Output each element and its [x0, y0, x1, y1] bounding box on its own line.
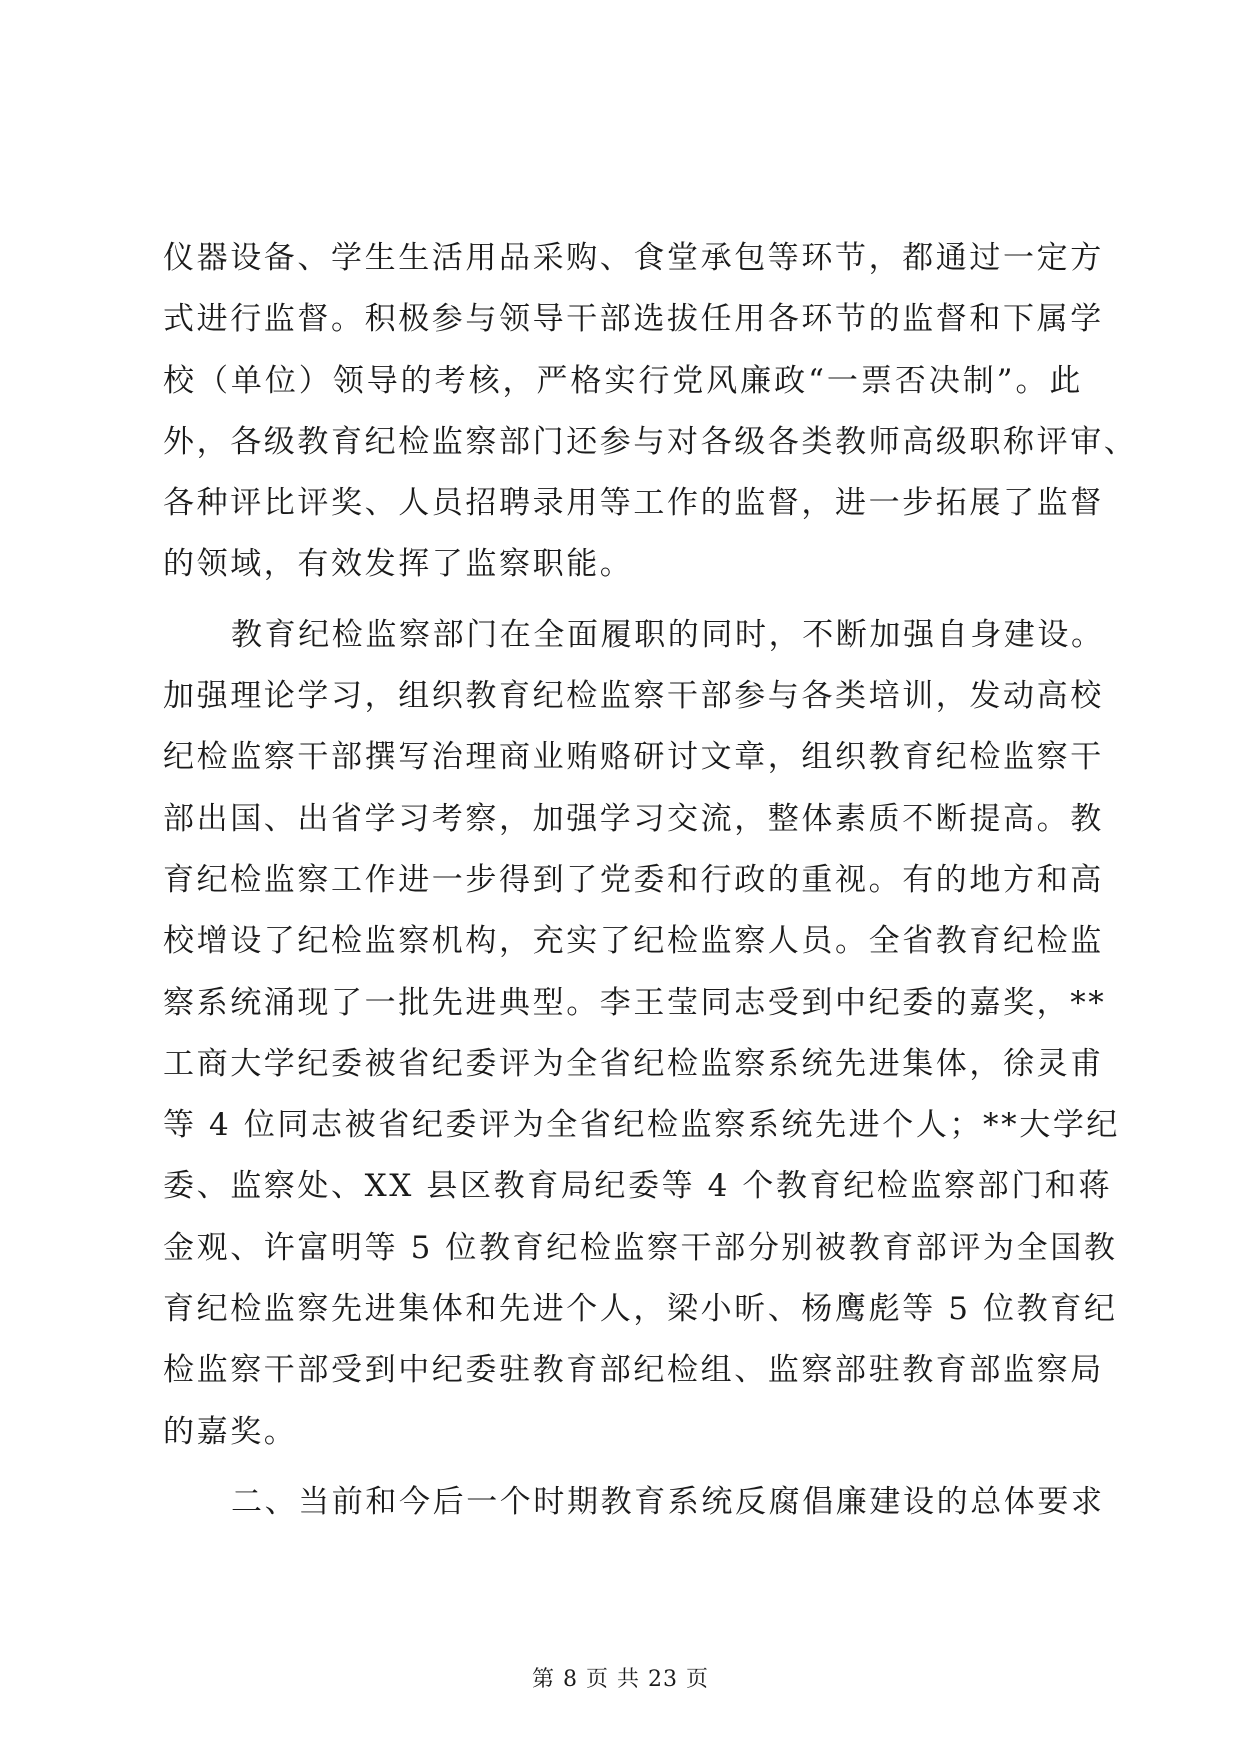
text-line: 检监察干部受到中纪委驻教育部纪检组、监察部驻教育部监察局 — [163, 1352, 1104, 1389]
page-number-footer: 第 8 页 共 23 页 — [532, 1667, 709, 1692]
text-line: 部出国、出省学习考察，加强学习交流，整体素质不断提高。教 — [163, 800, 1104, 837]
text-line: 的嘉奖。 — [163, 1413, 298, 1450]
text-line: 校增设了纪检监察机构，充实了纪检监察人员。全省教育纪检监 — [163, 923, 1104, 960]
section-heading — [163, 1472, 1105, 1533]
text-line: 育纪检监察工作进一步得到了党委和行政的重视。有的地方和高 — [163, 861, 1104, 898]
paragraph-spacer — [163, 596, 1083, 605]
document-body — [163, 228, 1138, 1533]
text-line: 纪检监察干部撰写治理商业贿赂研讨文章，组织教育纪检监察干 — [163, 739, 1104, 776]
text-line: 各种评比评奖、人员招聘录用等工作的监督，进一步拓展了监督 — [163, 485, 1104, 522]
text-line: 等 4 位同志被省纪委评为全省纪检监察系统先进个人；**大学纪 — [163, 1107, 1121, 1144]
text-line: 外，各级教育纪检监察部门还参与对各级各类教师高级职称评审、 — [163, 423, 1138, 460]
paragraph — [163, 228, 1138, 596]
paragraph-spacer — [163, 1463, 1083, 1472]
text-line: 加强理论学习，组织教育纪检监察干部参与各类培训，发动高校 — [163, 678, 1104, 715]
text-line: 仪器设备、学生生活用品采购、食堂承包等环节，都通过一定方 — [163, 240, 1104, 276]
text-line: 金观、许富明等 5 位教育纪检监察干部分别被教育部评为全国教 — [163, 1229, 1118, 1266]
paragraph — [163, 605, 1121, 1463]
text-line: 式进行监督。积极参与领导干部选拔任用各环节的监督和下属学 — [163, 301, 1104, 338]
text-line: 校（单位）领导的考核，严格实行党风廉政“一票否决制”。此 — [163, 362, 1083, 399]
text-line: 教育纪检监察部门在全面履职的同时，不断加强自身建设。 — [231, 616, 1105, 653]
text-line: 委、监察处、XX 县区教育局纪委等 4 个教育纪检监察部门和蒋 — [163, 1168, 1113, 1205]
text-line: 工商大学纪委被省纪委评为全省纪检监察系统先进集体，徐灵甫 — [163, 1045, 1104, 1082]
text-line: 察系统涌现了一批先进典型。李王莹同志受到中纪委的嘉奖，** — [163, 984, 1107, 1021]
text-line: 育纪检监察先进集体和先进个人，梁小昕、杨鹰彪等 5 位教育纪 — [163, 1291, 1118, 1328]
text-line: 的领域，有效发挥了监察职能。 — [163, 546, 634, 583]
text-line: 二、当前和今后一个时期教育系统反腐倡廉建设的总体要求 — [231, 1483, 1105, 1520]
